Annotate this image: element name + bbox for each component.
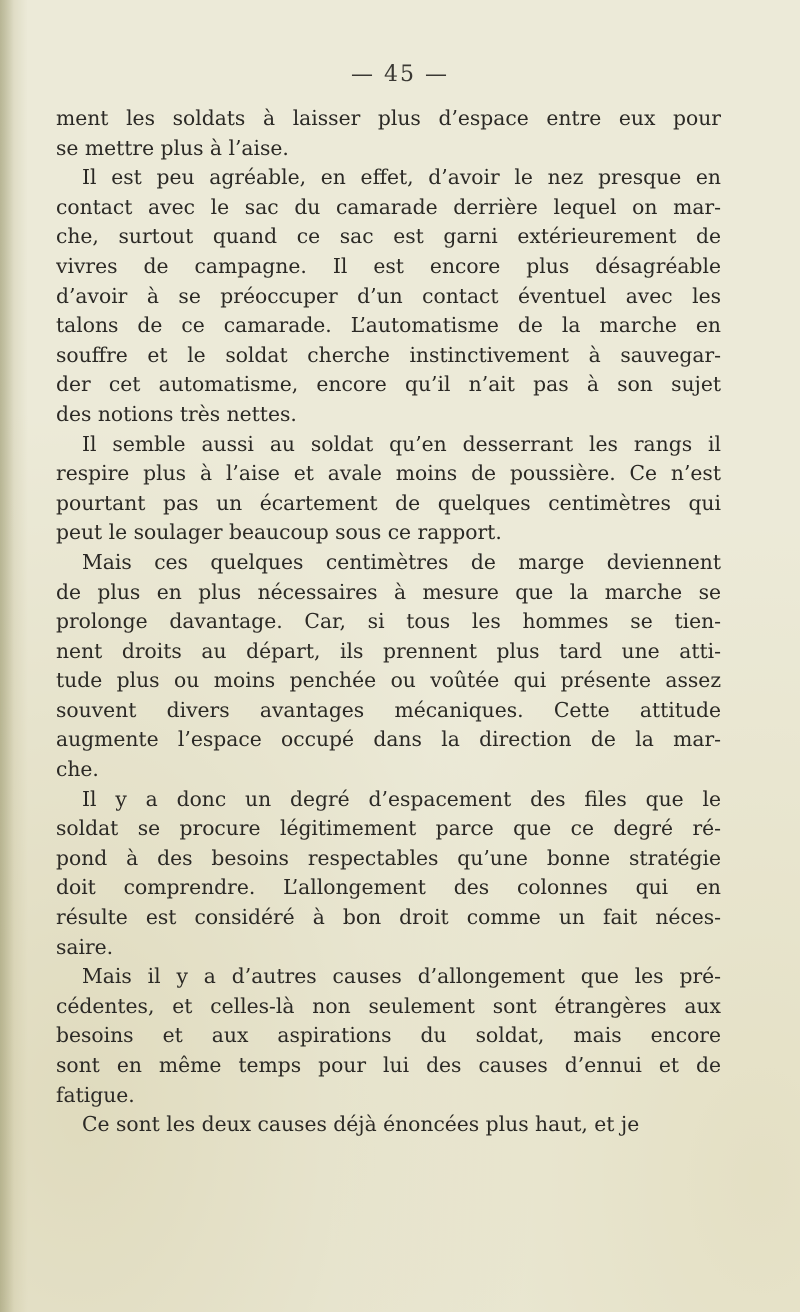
text-line: résulte est considéré à bon droit comme un fait néces- (56, 905, 721, 930)
text-line: sont en même temps pour lui des causes d’ennui et de (56, 1053, 721, 1077)
text-line: doit comprendre. L’allongement des colonnes qui en (56, 875, 721, 900)
text-line: contact avec le sac du camarade derrière lequel on mar- (56, 194, 721, 219)
text-line: der cet automatisme, encore qu’il n’ait pas à son sujet (56, 372, 721, 397)
text-line: respire plus à l’aise et avale moins de poussière. Ce n’est (56, 461, 721, 486)
page-binding-shadow (0, 0, 14, 1312)
text-line: che, surtout quand ce sac est garni extérieurement de (56, 224, 721, 249)
text-line: saire. (56, 934, 114, 959)
text-line: pourtant pas un écartement de quelques centimètres qui (56, 490, 721, 515)
text-line: de plus en plus nécessaires à mesure que la marche se (56, 579, 721, 604)
text-line: fatigue. (56, 1082, 135, 1107)
text-line: talons de ce camarade. L’automatisme de la marche en (56, 313, 721, 338)
page-number: — 45 — (351, 62, 449, 87)
text-line: vivres de campagne. Il est encore plus désagréable (56, 253, 721, 278)
text-line: soldat se procure légitimement parce que ce degré ré- (56, 816, 721, 841)
text-line: Mais ces quelques centimètres de marge deviennent (82, 549, 721, 574)
text-line: augmente l’espace occupé dans la direction de la mar- (56, 727, 721, 752)
text-line: souffre et le soldat cherche instinctivement à sauvegar- (56, 342, 721, 367)
text-line: che. (56, 757, 99, 782)
text-line: Il est peu agréable, en effet, d’avoir le nez presque en (82, 165, 721, 190)
text-line: se mettre plus à l’aise. (56, 135, 289, 160)
text-line: tude plus ou moins penchée ou voûtée qui présente assez (56, 668, 721, 693)
text-line: Il semble aussi au soldat qu’en desserrant les rangs il (82, 431, 721, 456)
text-line: nent droits au départ, ils prennent plus tard une atti- (56, 638, 721, 663)
text-line: peut le soulager beaucoup sous ce rapport. (56, 520, 502, 545)
body-text (56, 104, 721, 1140)
text-line: Il y a donc un degré d’espacement des files que le (82, 786, 721, 811)
text-line: des notions très nettes. (56, 401, 297, 426)
text-line: cédentes, et celles-là non seulement sont étrangères aux (56, 993, 721, 1018)
text-line: Mais il y a d’autres causes d’allongement que les pré- (82, 964, 721, 989)
text-line: d’avoir à se préoccuper d’un contact éventuel avec les (56, 283, 721, 308)
text-line: Ce sont les deux causes déjà énoncées plus haut, et je (82, 1112, 640, 1137)
text-line: besoins et aux aspirations du soldat, mais encore (56, 1023, 721, 1048)
text-line: ment les soldats à laisser plus d’espace entre eux pour (56, 106, 721, 130)
text-line: prolonge davantage. Car, si tous les hommes se tien- (56, 609, 721, 634)
text-line: souvent divers avantages mécaniques. Cette attitude (56, 697, 721, 722)
text-line: pond à des besoins respectables qu’une bonne stratégie (56, 845, 721, 870)
